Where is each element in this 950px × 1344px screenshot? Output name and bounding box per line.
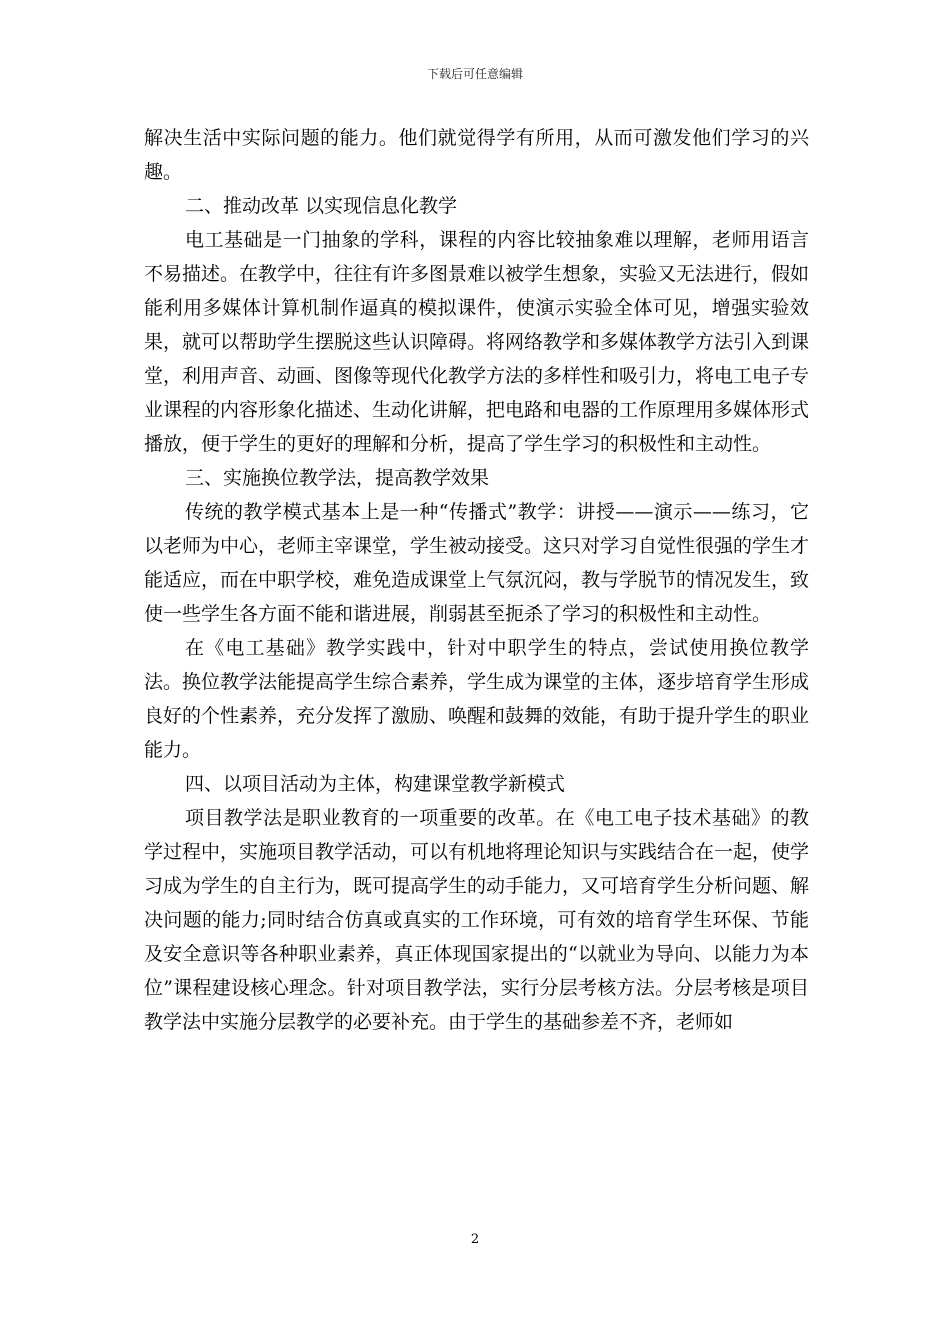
document-body <box>144 121 809 1039</box>
paragraph-traditional-teaching: 传统的教学模式基本上是一种“传播式”教学：讲授——演示——练习，它以老师为中心，老师主宰课堂，学生被动接受。这只对学习自觉性很强的学生才能适应，而在中职学校，难免造成课堂上气氛沉闷，教与学脱节的情况发生，致使一些学生各方面不能和谐进展，削弱甚至扼杀了学习的积极性和主动性。 <box>144 501 810 625</box>
paragraph-project-teaching: 项目教学法是职业教育的一项重要的改革。在《电工电子技术基础》的教学过程中，实施项目教学活动，可以有机地将理论知识与实践结合在一起，使学习成为学生的自主行为，既可提高学生的动手能力，又可培育学生分析问题、解决问题的能力;同时结合仿真或真实的工作环境，可有效的培育学生环保、节能及安全意识等各种职业素养，真正体现国家提出的“以就业为导向、以能力为本位”课程建设核心理念。针对项目教学法，实行分层考核方法。分层考核是项目教学法中实施分层教学的必要补充。由于学生的基础参差不齐，老师如 <box>144 807 810 1033</box>
paragraph-multimedia: 电工基础是一门抽象的学科，课程的内容比较抽象难以理解，老师用语言不易描述。在教学中，往往有许多图景难以被学生想象，实验又无法进行，假如能利用多媒体计算机制作逼真的模拟课件，使演示实验全体可见，增强实验效果，就可以帮助学生摆脱这些认识障碍。将网络教学和多媒体教学方法引入到课堂，利用声音、动画、图像等现代化教学方法的多样性和吸引力，将电工电子专业课程的内容形象化描述、生动化讲解，把电路和电器的工作原理用多媒体形式播放，便于学生的更好的理解和分析，提高了学生学习的积极性和主动性。 <box>144 229 810 455</box>
section-heading-3: 三、实施换位教学法，提高教学效果 <box>185 467 490 489</box>
section-heading-2: 二、推动改革 以实现信息化教学 <box>185 195 458 217</box>
paragraph-continuation: 解决生活中实际问题的能力。他们就觉得学有所用，从而可激发他们学习的兴趣。 <box>144 127 809 183</box>
page-header: 下载后可任意编辑 <box>426 67 523 81</box>
paragraph-role-swap: 在《电工基础》教学实践中，针对中职学生的特点，尝试使用换位教学法。换位教学法能提高学生综合素养，学生成为课堂的主体，逐步培育学生形成良好的个性素养，充分发挥了激励、唤醒和鼓舞的效能，有助于提升学生的职业能力。 <box>144 637 810 761</box>
section-heading-4: 四、以项目活动为主体，构建课堂教学新模式 <box>185 773 566 795</box>
page-number: 2 <box>470 1232 480 1247</box>
